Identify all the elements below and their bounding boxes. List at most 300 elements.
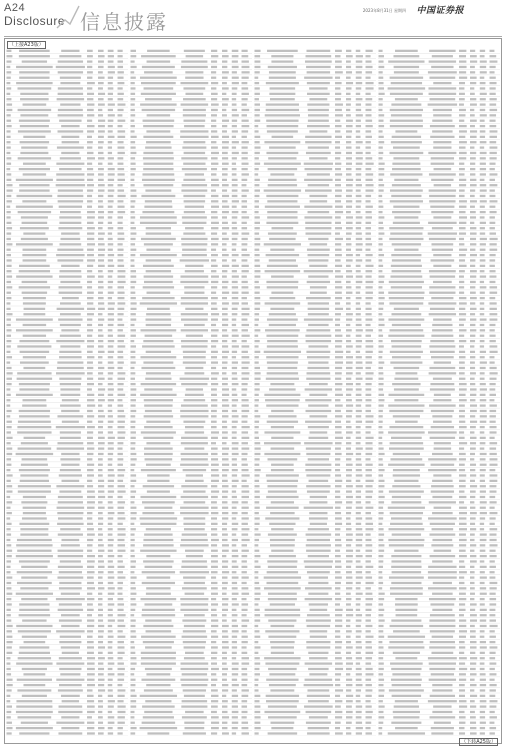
row-text-bar	[118, 458, 124, 460]
row-text-bar	[108, 474, 115, 476]
row-text-bar	[131, 695, 137, 697]
row-text-bar	[470, 50, 475, 52]
row-text-bar	[131, 464, 136, 466]
row-text-bar	[60, 335, 81, 337]
row-text-bar	[269, 523, 295, 525]
row-text-bar	[379, 71, 383, 73]
row-text-bar	[211, 232, 217, 234]
row-text-bar	[308, 308, 330, 310]
row-text-bar	[118, 657, 123, 659]
row-text-bar	[7, 657, 11, 659]
row-text-bar	[16, 66, 53, 68]
row-text-bar	[19, 609, 49, 611]
row-text-bar	[211, 722, 219, 724]
row-text-bar	[131, 82, 135, 84]
row-text-bar	[490, 340, 496, 342]
row-text-bar	[490, 308, 497, 310]
row-text-bar	[7, 222, 12, 224]
row-text-bar	[131, 673, 135, 675]
row-text-bar	[459, 71, 466, 73]
row-text-bar	[147, 732, 169, 734]
row-text-bar	[146, 259, 171, 261]
row-text-bar	[388, 60, 424, 62]
row-text-bar	[379, 458, 383, 460]
row-text-bar	[470, 114, 475, 116]
row-text-bar	[459, 566, 465, 568]
row-text-bar	[490, 206, 496, 208]
row-text-bar	[356, 351, 360, 353]
row-text-bar	[131, 550, 135, 552]
row-text-bar	[309, 394, 327, 396]
row-text-bar	[480, 66, 486, 68]
row-text-bar	[379, 507, 384, 509]
row-text-bar	[183, 361, 206, 363]
row-text-bar	[429, 404, 456, 406]
row-text-bar	[356, 458, 361, 460]
row-text-bar	[23, 367, 45, 369]
row-text-bar	[58, 227, 82, 229]
row-text-bar	[98, 437, 105, 439]
table-column-2	[130, 48, 252, 736]
row-text-bar	[98, 528, 102, 530]
row-text-bar	[118, 517, 126, 519]
row-text-bar	[356, 447, 363, 449]
row-text-bar	[143, 625, 173, 627]
row-text-bar	[308, 211, 330, 213]
row-text-bar	[59, 378, 81, 380]
row-text-bar	[335, 232, 340, 234]
row-text-bar	[98, 302, 104, 304]
row-text-bar	[222, 469, 229, 471]
row-text-bar	[242, 302, 248, 304]
row-text-bar	[379, 727, 383, 729]
row-text-bar	[490, 625, 498, 627]
row-text-bar	[459, 668, 467, 670]
row-text-bar	[147, 292, 171, 294]
row-text-bar	[480, 614, 487, 616]
row-text-bar	[108, 722, 115, 724]
row-text-bar	[131, 582, 136, 584]
row-text-bar	[108, 657, 114, 659]
row-text-bar	[459, 179, 466, 181]
row-text-bar	[131, 447, 136, 449]
row-text-bar	[108, 453, 113, 455]
row-text-bar	[108, 431, 113, 433]
row-text-bar	[143, 265, 174, 267]
row-text-bar	[183, 87, 205, 89]
row-text-bar	[108, 60, 114, 62]
row-text-bar	[108, 281, 113, 283]
row-text-bar	[7, 189, 13, 191]
row-text-bar	[16, 593, 53, 595]
row-text-bar	[141, 662, 176, 664]
row-text-bar	[366, 394, 372, 396]
row-text-bar	[459, 270, 465, 272]
row-text-bar	[7, 566, 11, 568]
row-text-bar	[366, 98, 373, 100]
row-text-bar	[431, 732, 453, 734]
row-text-bar	[379, 700, 383, 702]
row-text-bar	[433, 216, 451, 218]
row-text-bar	[379, 689, 385, 691]
row-text-bar	[490, 378, 497, 380]
row-text-bar	[222, 232, 227, 234]
row-text-bar	[118, 286, 124, 288]
row-text-bar	[346, 243, 351, 245]
row-text-bar	[108, 238, 113, 240]
row-text-bar	[242, 340, 247, 342]
row-text-bar	[390, 593, 423, 595]
row-text-bar	[232, 512, 238, 514]
row-text-bar	[432, 324, 452, 326]
row-text-bar	[222, 308, 228, 310]
row-text-bar	[335, 136, 342, 138]
row-text-bar	[366, 722, 372, 724]
row-text-bar	[335, 641, 342, 643]
row-text-bar	[242, 222, 247, 224]
row-text-bar	[335, 109, 342, 111]
row-text-bar	[459, 216, 467, 218]
row-text-bar	[356, 195, 362, 197]
row-text-bar	[87, 523, 93, 525]
row-text-bar	[87, 211, 95, 213]
row-text-bar	[60, 345, 80, 347]
row-text-bar	[356, 243, 363, 245]
row-text-bar	[459, 490, 464, 492]
row-text-bar	[222, 544, 229, 546]
row-text-bar	[470, 270, 477, 272]
row-text-bar	[242, 421, 248, 423]
row-text-bar	[480, 367, 486, 369]
row-text-bar	[222, 566, 228, 568]
row-text-bar	[366, 652, 374, 654]
row-text-bar	[58, 60, 83, 62]
table-column-4	[378, 48, 500, 736]
row-text-bar	[184, 324, 205, 326]
row-text-bar	[490, 157, 497, 159]
row-text-bar	[379, 668, 384, 670]
row-text-bar	[211, 571, 218, 573]
row-text-bar	[346, 458, 351, 460]
row-text-bar	[7, 55, 13, 57]
row-text-bar	[459, 318, 466, 320]
row-text-bar	[379, 609, 385, 611]
row-text-bar	[118, 501, 126, 503]
row-text-bar	[232, 378, 238, 380]
row-text-bar	[379, 523, 383, 525]
row-text-bar	[267, 130, 298, 132]
row-text-bar	[459, 281, 464, 283]
row-text-bar	[356, 646, 362, 648]
row-text-bar	[140, 695, 177, 697]
row-text-bar	[310, 286, 327, 288]
row-text-bar	[379, 582, 384, 584]
row-text-bar	[242, 243, 248, 245]
row-text-bar	[87, 652, 94, 654]
row-text-bar	[7, 732, 12, 734]
row-text-bar	[480, 399, 487, 401]
row-text-bar	[431, 179, 453, 181]
row-text-bar	[379, 184, 385, 186]
row-text-bar	[232, 302, 239, 304]
row-text-bar	[430, 125, 455, 127]
row-text-bar	[470, 480, 475, 482]
row-text-bar	[346, 103, 351, 105]
row-text-bar	[98, 571, 104, 573]
row-text-bar	[108, 539, 114, 541]
row-text-bar	[118, 281, 126, 283]
row-text-bar	[268, 732, 298, 734]
row-text-bar	[490, 619, 496, 621]
row-text-bar	[459, 641, 465, 643]
row-text-bar	[470, 662, 476, 664]
row-text-bar	[222, 275, 227, 277]
row-text-bar	[232, 281, 238, 283]
row-text-bar	[310, 243, 328, 245]
row-text-bar	[87, 184, 94, 186]
row-text-bar	[21, 442, 48, 444]
row-text-bar	[255, 679, 259, 681]
row-text-bar	[459, 560, 464, 562]
row-text-bar	[232, 490, 236, 492]
row-text-bar	[7, 652, 13, 654]
row-text-bar	[98, 388, 105, 390]
row-text-bar	[98, 539, 103, 541]
row-text-bar	[470, 517, 476, 519]
row-text-bar	[431, 410, 454, 412]
row-text-bar	[356, 286, 361, 288]
row-text-bar	[222, 378, 228, 380]
row-text-bar	[346, 297, 350, 299]
row-text-bar	[87, 200, 92, 202]
row-text-bar	[470, 340, 475, 342]
row-text-bar	[143, 544, 174, 546]
row-text-bar	[98, 732, 104, 734]
row-text-bar	[131, 507, 137, 509]
row-text-bar	[346, 173, 352, 175]
row-text-bar	[480, 55, 485, 57]
row-text-bar	[346, 490, 352, 492]
row-text-bar	[346, 227, 353, 229]
row-text-bar	[232, 576, 239, 578]
row-text-bar	[307, 93, 330, 95]
row-text-bar	[23, 399, 47, 401]
row-text-bar	[470, 238, 476, 240]
row-text-bar	[394, 705, 419, 707]
row-text-bar	[185, 367, 203, 369]
row-text-bar	[266, 496, 298, 498]
row-text-bar	[356, 480, 361, 482]
row-text-bar	[18, 630, 51, 632]
row-text-bar	[490, 533, 497, 535]
row-text-bar	[131, 593, 137, 595]
row-text-bar	[255, 394, 259, 396]
issue-date: 2023年8月31日	[362, 8, 393, 13]
row-text-bar	[242, 399, 249, 401]
row-text-bar	[346, 609, 353, 611]
row-text-bar	[480, 130, 486, 132]
row-text-bar	[59, 55, 81, 57]
row-text-bar	[232, 544, 237, 546]
row-text-bar	[7, 609, 11, 611]
row-text-bar	[18, 421, 51, 423]
row-text-bar	[490, 501, 497, 503]
row-text-bar	[335, 582, 341, 584]
row-text-bar	[379, 168, 385, 170]
row-text-bar	[356, 136, 361, 138]
row-text-bar	[182, 216, 207, 218]
row-text-bar	[222, 281, 228, 283]
row-text-bar	[242, 705, 248, 707]
row-text-bar	[118, 619, 124, 621]
row-text-bar	[480, 238, 487, 240]
row-text-bar	[242, 388, 248, 390]
row-text-bar	[470, 173, 475, 175]
row-text-bar	[108, 270, 113, 272]
row-text-bar	[184, 152, 206, 154]
row-text-bar	[255, 410, 259, 412]
row-text-bar	[108, 114, 115, 116]
row-text-bar	[394, 550, 418, 552]
row-text-bar	[490, 292, 498, 294]
row-text-bar	[346, 200, 352, 202]
row-text-bar	[255, 286, 260, 288]
row-text-bar	[470, 609, 475, 611]
row-text-bar	[222, 485, 229, 487]
row-text-bar	[58, 711, 82, 713]
row-text-bar	[480, 705, 487, 707]
row-text-bar	[211, 77, 216, 79]
row-text-bar	[346, 163, 352, 165]
row-text-bar	[480, 340, 485, 342]
row-text-bar	[98, 50, 104, 52]
row-text-bar	[459, 469, 465, 471]
row-text-bar	[366, 141, 371, 143]
row-text-bar	[181, 345, 207, 347]
row-text-bar	[390, 93, 423, 95]
row-text-bar	[480, 480, 485, 482]
row-text-bar	[131, 727, 137, 729]
row-text-bar	[379, 200, 383, 202]
row-text-bar	[98, 324, 103, 326]
row-text-bar	[346, 55, 353, 57]
row-text-bar	[131, 232, 137, 234]
row-text-bar	[87, 125, 95, 127]
row-text-bar	[432, 55, 453, 57]
row-text-bar	[366, 469, 372, 471]
row-text-bar	[232, 716, 238, 718]
row-text-bar	[379, 630, 384, 632]
row-text-bar	[98, 120, 105, 122]
row-text-bar	[459, 87, 464, 89]
row-text-bar	[379, 120, 384, 122]
row-text-bar	[7, 340, 12, 342]
row-text-bar	[346, 130, 352, 132]
row-text-bar	[346, 378, 351, 380]
row-text-bar	[131, 431, 136, 433]
row-text-bar	[108, 566, 114, 568]
row-text-bar	[255, 211, 259, 213]
row-text-bar	[118, 668, 125, 670]
row-text-bar	[480, 630, 485, 632]
row-text-bar	[432, 684, 452, 686]
row-text-bar	[346, 464, 353, 466]
row-text-bar	[222, 55, 229, 57]
row-text-bar	[490, 313, 498, 315]
row-text-bar	[98, 636, 103, 638]
row-text-bar	[222, 657, 227, 659]
row-text-bar	[335, 206, 343, 208]
row-text-bar	[304, 216, 332, 218]
row-text-bar	[232, 587, 238, 589]
row-text-bar	[480, 550, 486, 552]
row-text-bar	[308, 275, 328, 277]
row-text-bar	[335, 179, 341, 181]
row-text-bar	[182, 222, 206, 224]
row-text-bar	[335, 705, 341, 707]
row-text-bar	[58, 517, 83, 519]
row-text-bar	[356, 302, 360, 304]
row-text-bar	[181, 404, 208, 406]
row-text-bar	[146, 593, 171, 595]
row-text-bar	[211, 560, 218, 562]
row-text-bar	[490, 82, 497, 84]
row-text-bar	[56, 426, 85, 428]
row-text-bar	[490, 335, 496, 337]
row-text-bar	[459, 324, 464, 326]
row-text-bar	[60, 243, 82, 245]
row-text-bar	[58, 87, 83, 89]
row-text-bar	[388, 732, 425, 734]
row-text-bar	[356, 630, 362, 632]
row-text-bar	[183, 195, 205, 197]
row-text-bar	[356, 270, 361, 272]
row-text-bar	[20, 528, 48, 530]
row-text-bar	[490, 270, 496, 272]
row-text-bar	[22, 668, 47, 670]
row-text-bar	[56, 173, 84, 175]
row-text-bar	[459, 66, 467, 68]
row-text-bar	[379, 318, 385, 320]
row-text-bar	[87, 426, 95, 428]
row-text-bar	[390, 120, 423, 122]
row-text-bar	[222, 82, 227, 84]
row-text-bar	[242, 415, 248, 417]
row-text-bar	[335, 356, 343, 358]
row-text-bar	[470, 711, 475, 713]
row-text-bar	[222, 523, 227, 525]
row-text-bar	[7, 415, 11, 417]
row-text-bar	[98, 318, 104, 320]
row-text-bar	[7, 711, 12, 713]
row-text-bar	[490, 555, 497, 557]
row-text-bar	[432, 689, 452, 691]
row-text-bar	[268, 157, 296, 159]
row-text-bar	[459, 114, 465, 116]
row-text-bar	[335, 211, 343, 213]
row-text-bar	[131, 689, 136, 691]
row-text-bar	[118, 560, 123, 562]
row-text-bar	[304, 270, 333, 272]
row-text-bar	[394, 367, 420, 369]
row-text-bar	[211, 297, 218, 299]
row-text-bar	[366, 426, 372, 428]
row-text-bar	[356, 98, 363, 100]
row-text-bar	[459, 689, 465, 691]
row-text-bar	[269, 77, 296, 79]
row-text-bar	[255, 431, 259, 433]
row-text-bar	[428, 587, 457, 589]
